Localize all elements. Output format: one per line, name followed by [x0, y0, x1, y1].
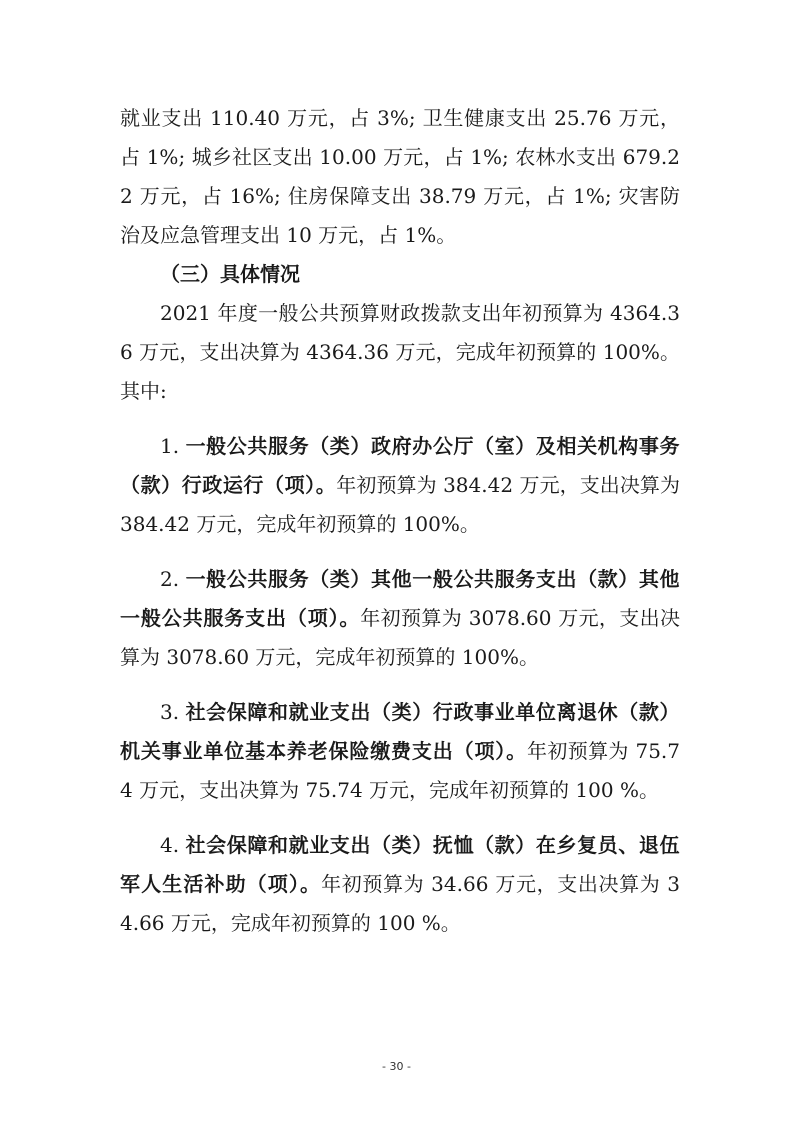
item-text: 年初预算为 3078.60 万元，支出决算为 3078.60 万元，完成年初预算的 100%。 [120, 606, 681, 669]
item-title: 一般公共服务（类）其他一般公共服务支出（款）其他一般公共服务支出（项）。 [120, 567, 681, 630]
item-title: 一般公共服务（类）政府办公厅（室）及相关机构事务（款）行政运行（项）。 [120, 434, 681, 497]
intro-paragraph: 就业支出 110.40 万元，占 3%; 卫生健康支出 25.76 万元，占 1%; 城乡社区支出 10.00 万元，占 1%; 农林水支出 679.22 万元，占 16%; 住房保障支出 38.79 万元，占 1%; 灾害防治及应急管理支出 10 万元，占 1%。 [120, 106, 680, 247]
item-text: 年初预算为 384.42 万元，支出决算为 384.42 万元，完成年初预算的 100%。 [120, 473, 680, 536]
budget-item-4 [120, 826, 680, 943]
item-number: 2. [160, 567, 180, 591]
item-title: 社会保障和就业支出（类）行政事业单位离退休（款）机关事业单位基本养老保险缴费支出（项）。 [120, 700, 681, 763]
budget-item-2 [120, 560, 680, 677]
item-text: 年初预算为 75.74 万元，支出决算为 75.74 万元，完成年初预算的 100 %。 [120, 739, 681, 802]
item-title: 社会保障和就业支出（类）抚恤（款）在乡复员、退伍军人生活补助（项）。 [120, 833, 681, 896]
item-text: 年初预算为 34.66 万元，支出决算为 34.66 万元，完成年初预算的 100 %。 [120, 872, 681, 935]
budget-item-3 [120, 693, 680, 810]
section-heading: （三）具体情况 [160, 262, 300, 286]
budget-item-1 [120, 427, 680, 544]
item-number: 1. [160, 434, 180, 458]
summary-paragraph: 2021 年度一般公共预算财政拨款支出年初预算为 4364.36 万元，支出决算为 4364.36 万元，完成年初预算的 100%。其中: [120, 301, 680, 403]
page-number: - 30 - [382, 1060, 411, 1073]
item-number: 3. [160, 700, 180, 724]
document-body [120, 99, 680, 943]
item-number: 4. [160, 833, 180, 857]
